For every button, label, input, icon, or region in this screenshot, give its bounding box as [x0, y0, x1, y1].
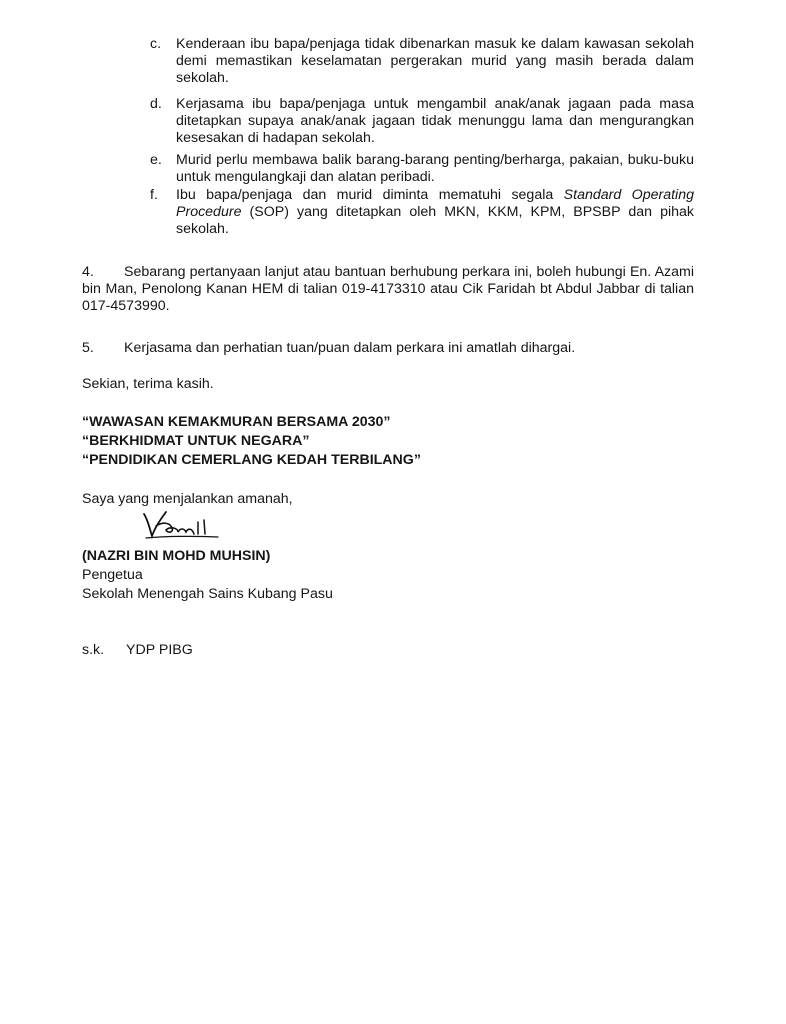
- paragraph-text: Kerjasama dan perhatian tuan/puan dalam perkara ini amatlah dihargai.: [124, 340, 576, 356]
- list-marker: d.: [150, 96, 162, 112]
- list-marker: e.: [150, 152, 162, 168]
- list-text-part: Ibu bapa/penjaga dan murid diminta mematuhi segala: [176, 187, 564, 203]
- signatory-school: Sekolah Menengah Sains Kubang Pasu: [82, 586, 333, 602]
- closing-line: Sekian, terima kasih.: [82, 376, 214, 392]
- list-text: Kerjasama ibu bapa/penjaga untuk mengambil anak/anak jagaan pada masa ditetapkan supaya anak/anak jagaan tidak menunggu lama dan mengurangkan kesesakan di hadapan sekolah.: [176, 96, 694, 146]
- list-text: [176, 187, 694, 238]
- list-marker: c.: [150, 36, 162, 52]
- signatory-title: Pengetua: [82, 567, 143, 583]
- list-text: Kenderaan ibu bapa/penjaga tidak dibenarkan masuk ke dalam kawasan sekolah demi memastikan keselamatan pergerakan murid yang masih berada dalam sekolah.: [176, 36, 694, 86]
- paragraph-text: Sebarang pertanyaan lanjut atau bantuan berhubung perkara ini, boleh hubungi En. Azami bin Man, Penolong Kanan HEM di talian 019-4173310 atau Cik Faridah bt Abdul Jabbar di talian 017-4573990.: [82, 264, 694, 314]
- signatory-name: (NAZRI BIN MOHD MUHSIN): [82, 548, 271, 564]
- paragraph-number: 5.: [82, 340, 94, 356]
- motto-line: “WAWASAN KEMAKMURAN BERSAMA 2030”: [82, 414, 391, 430]
- cc-label: s.k.: [82, 642, 105, 658]
- motto-line: “BERKHIDMAT UNTUK NEGARA”: [82, 433, 310, 449]
- cc-recipient: YDP PIBG: [126, 642, 193, 658]
- list-text: Murid perlu membawa balik barang-barang penting/berharga, pakaian, buku-buku untuk mengulangkaji dan alatan peribadi.: [176, 152, 694, 185]
- list-text-part: (SOP) yang ditetapkan oleh MKN, KKM, KPM, BPSBP dan pihak sekolah.: [176, 204, 694, 237]
- list-marker: f.: [150, 187, 158, 203]
- signoff-line: Saya yang menjalankan amanah,: [82, 491, 293, 507]
- paragraph-number: 4.: [82, 264, 94, 280]
- signature-image: [126, 500, 222, 544]
- list-text-italic: Standard Operating Procedure: [176, 187, 694, 220]
- motto-line: “PENDIDIKAN CEMERLANG KEDAH TERBILANG”: [82, 452, 421, 468]
